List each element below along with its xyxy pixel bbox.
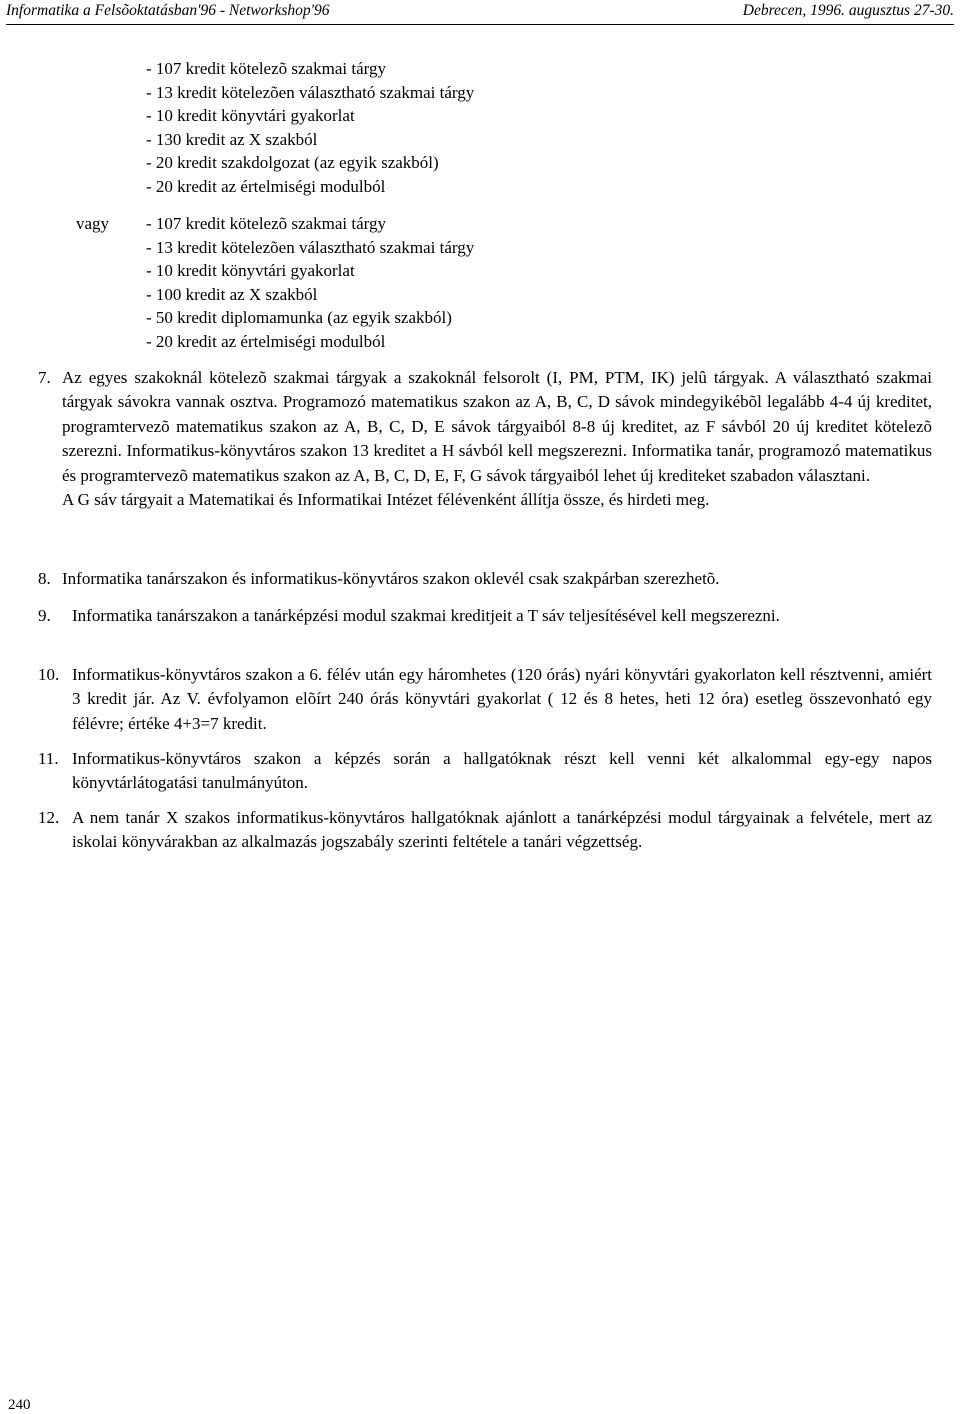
paragraph-text: A nem tanár X szakos informatikus-könyvtáros hallgatóknak ajánlott a tanárképzési modul tárgyainak a felvétele, mert az iskolai könyvárakban az alkalmazás jogszabály szerinti feltétele a tanári végzettség. — [72, 808, 932, 852]
paragraph-text: A G sáv tárgyait a Matematikai és Informatikai Intézet félévenként állítja össze, és hirdeti meg. — [62, 490, 710, 510]
numbered-paragraph-10 — [38, 663, 932, 736]
numbered-paragraph-7 — [38, 366, 932, 512]
numbered-paragraph-12 — [38, 806, 932, 855]
paragraph-number: 12. — [38, 808, 60, 827]
page-number: 240 — [8, 1397, 31, 1413]
list-item: - 100 kredit az X szakból — [146, 284, 318, 304]
list-item: - 20 kredit az értelmiségi modulból — [146, 176, 386, 196]
list-item: - 10 kredit könyvtári gyakorlat — [146, 106, 355, 125]
list-item: - 13 kredit kötelezõen választható szakmai tárgy — [146, 82, 475, 102]
paragraph-text: Informatika tanárszakon a tanárképzési modul szakmai kreditjeit a T sáv teljesítésével kell megszerezni. — [72, 606, 780, 625]
list-item: - 13 kredit kötelezõen választható szakmai tárgy — [146, 237, 475, 257]
list-item: - 107 kredit kötelezõ szakmai tárgy — [146, 214, 386, 233]
paragraph-number: 10. — [38, 665, 60, 684]
list-item: - 20 kredit szakdolgozat (az egyik szakból) — [146, 153, 439, 172]
paragraph-text: Az egyes szakoknál kötelezõ szakmai tárgyak a szakoknál felsorolt (I, PM, PTM, IK) jelû tárgyak. A választható szakmai tárgyak sávokra vannak osztva. Programozó matematikus szakon az A, B, C, D sávok mindegyikébõl legalább 4-4 új kreditet, programtervezõ matematikus szakon az A, B, C, D, E sávok tárgyaiból 8-8 új kreditet, az F sávból 20 új kreditet kötelezõ szerezni. Informatikus-könyvtáros szakon 13 kreditet a H sávból kell megszerezni. Informatika tanár, programozó matematikus és programtervezõ matematikus szakon az A, B, C, D, E, F, G sávok tárgyaiból lehet új krediteket szabadon választani. — [62, 368, 932, 485]
header-conference: Informatika a Felsõoktatásban'96 - Networkshop'96 — [6, 2, 330, 19]
paragraph-number: 8. — [38, 569, 51, 588]
list-item: - 107 kredit kötelezõ szakmai tárgy — [146, 59, 386, 78]
list-item: - 50 kredit diplomamunka (az egyik szakból) — [146, 308, 452, 327]
or-label: vagy — [76, 214, 110, 233]
paragraph-number: 7. — [38, 368, 51, 387]
paragraph-number: 11. — [38, 749, 59, 768]
paragraph-number: 9. — [38, 606, 51, 625]
paragraph-text: Informatika tanárszakon és informatikus-könyvtáros szakon oklevél csak szakpárban szerezhetõ. — [62, 569, 720, 588]
numbered-paragraph-11 — [38, 747, 932, 796]
credit-option-list-1 — [146, 57, 474, 198]
list-item: - 130 kredit az X szakból — [146, 129, 318, 149]
list-item: - 20 kredit az értelmiségi modulból — [146, 331, 386, 351]
credit-option-list-2 — [146, 212, 474, 353]
paragraph-text: Informatikus-könyvtáros szakon a 6. félév után egy háromhetes (120 órás) nyári könyvtári gyakorlaton kell résztvenni, amiért 3 kredit jár. Az V. évfolyamon elõírt 240 órás könyvtári gyakorlat ( 12 és 8 hetes, heti 12 óra) esetleg összevonható egy félévre; értéke 4+3=7 kredit. — [72, 665, 932, 733]
numbered-paragraph-9 — [38, 604, 932, 628]
list-item: - 10 kredit könyvtári gyakorlat — [146, 261, 355, 280]
numbered-paragraph-8 — [38, 567, 932, 591]
paragraph-text: Informatikus-könyvtáros szakon a képzés során a hallgatóknak részt kell venni két alkalommal egy-egy napos könyvtárlátogatási tanulmányúton. — [72, 749, 932, 793]
header-place-date: Debrecen, 1996. augusztus 27-30. — [742, 2, 954, 19]
running-header — [6, 0, 954, 25]
